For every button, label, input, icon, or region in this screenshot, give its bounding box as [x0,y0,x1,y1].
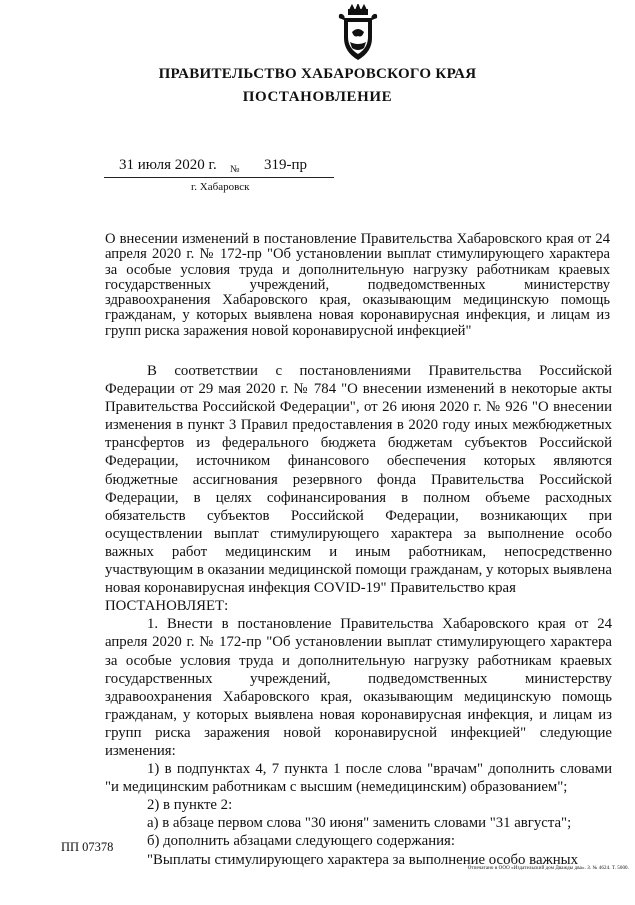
city: г. Хабаровск [191,181,250,193]
subclause-2a: а) в абзаце первом слова "30 июня" заменить словами "31 августа"; [147,815,572,832]
number-sign: № [230,164,240,175]
resolve-heading: ПОСТАНОВЛЯЕТ: [105,598,229,615]
document-type: ПОСТАНОВЛЕНИЕ [242,89,393,105]
subclause-2b: б) дополнить абзацами следующего содержания: [147,833,455,850]
quoted-text-start: "Выплаты стимулирующего характера за выполнение особо важных [147,851,578,868]
document-number: 319-пр [264,157,308,173]
document-subject: О внесении изменений в постановление Правительства Хабаровского края от 24 апреля 2020 г. № 172-пр "Об установлении выплат стимулирующего характера за особые условия труда и дополнительную нагрузку работникам краевых государственных учреждений, подведомственных министерству здравоохранения Хабаровского края, оказывающим медицинскую помощь гражданам, у которых выявлена новая коронавирусная инфекция, и лицам из групп риска заражения новой коронавирусной инфекцией" [105,231,610,339]
coat-of-arms-icon [334,4,382,64]
document-date: 31 июля 2020 г. [119,157,217,173]
printer-imprint: Отпечатано в ООО «Издательский дом Дважды два». З. № 4624. Т. 5000. [467,866,629,871]
clause-1: 1. Внести в постановление Правительства Хабаровского края от 24 апреля 2020 г. № 172-пр "Об установлении выплат стимулирующего характера за особые условия труда и дополнительную нагрузку работникам краевых государственных учреждений, подведомственных министерству здравоохранения Хабаровского края, оказывающим медицинскую помощь гражданам, у которых выявлена новая коронавирусная инфекция, и лицам из групп риска заражения новой коронавирусной инфекцией" следующие изменения: [105,616,612,759]
preamble-paragraph: В соответствии с постановлениями Правительства Российской Федерации от 29 мая 2020 г. № 784 "О внесении изменений в некоторые акты Правительства Российской Федерации", от 26 июня 2020 г. № 926 "О внесении изменения в пункт 3 Правил предоставления в 2020 году иных межбюджетных трансфертов из федерального бюджета бюджетам субъектов Российской Федерации, источником финансового обеспечения которых являются бюджетные ассигнования резервного фонда Правительства Российской Федерации, в целях софинансирования в полном объеме расходных обязательств субъектов Российской Федерации, возникающих при осуществлении выплат стимулирующего характера за выполнение особо важных работ медицинским и иным работникам, непосредственно участвующим в оказании медицинской помощи гражданам, у которых выявлена новая коронавирусная инфекция COVID-19" Правительство края [105,363,612,597]
document-reference: ПП 07378 [61,840,114,854]
date-underline [104,177,334,178]
document-body [105,362,612,869]
subclause-2: 2) в пункте 2: [147,797,233,814]
subclause-1: 1) в подпунктах 4, 7 пункта 1 после слова "врачам" дополнить словами "и медицинским работникам с высшим (немедицинским) образованием"; [105,761,612,796]
government-name: ПРАВИТЕЛЬСТВО ХАБАРОВСКОГО КРАЯ [158,66,477,82]
